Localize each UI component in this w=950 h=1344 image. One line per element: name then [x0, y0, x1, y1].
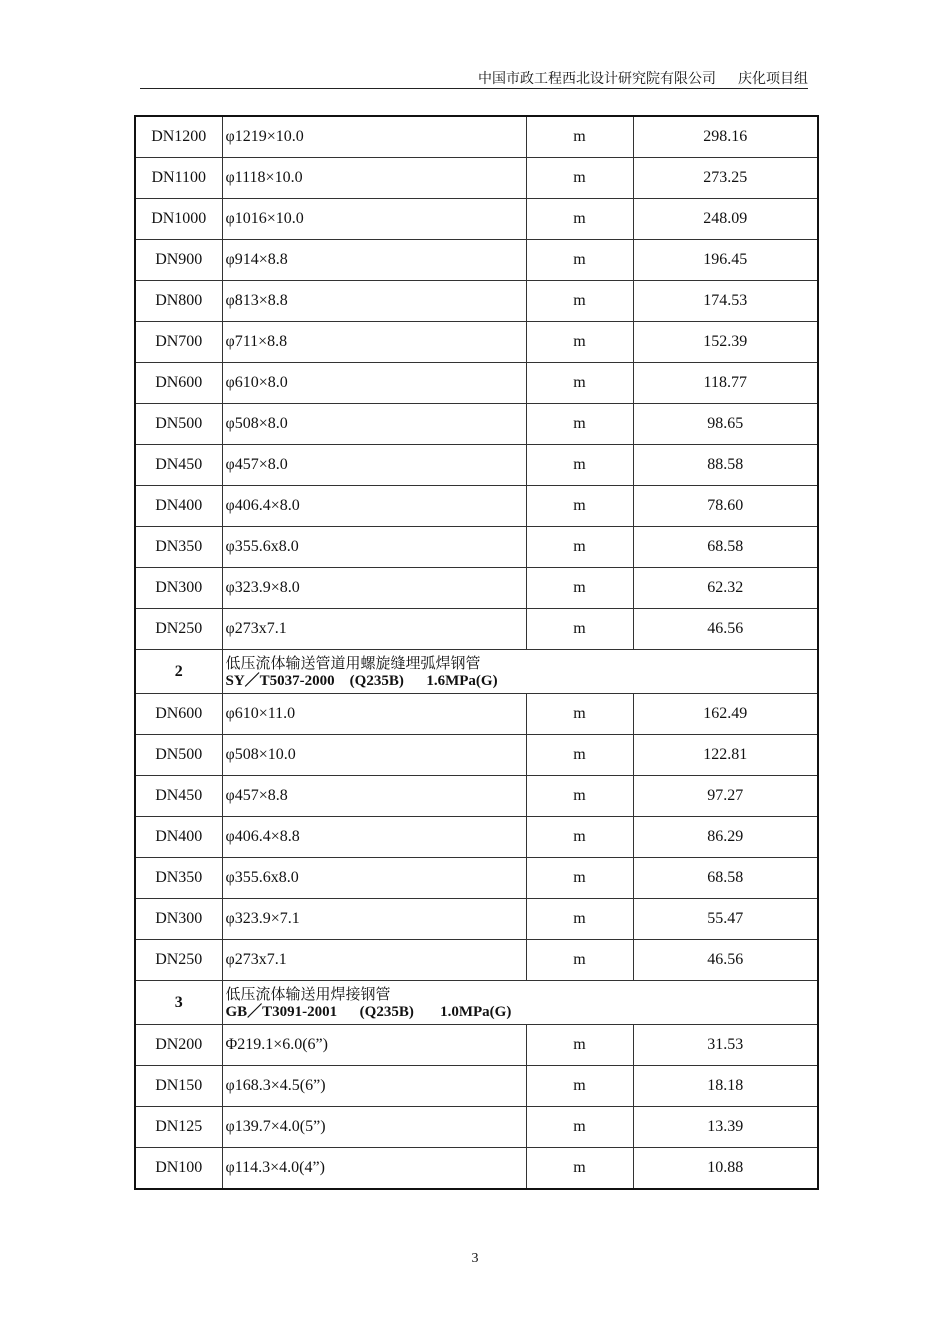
table-row	[135, 404, 818, 445]
unit-cell: m	[526, 1107, 633, 1148]
value-cell: 298.16	[633, 116, 818, 158]
dn-cell: DN450	[135, 445, 222, 486]
dn-cell: DN600	[135, 694, 222, 735]
value-cell: 68.58	[633, 527, 818, 568]
table-row	[135, 527, 818, 568]
group-number: 3	[135, 981, 222, 1025]
value-cell: 118.77	[633, 363, 818, 404]
table-row	[135, 199, 818, 240]
group-name: 低压流体输送管道用螺旋缝埋弧焊钢管	[225, 653, 481, 672]
unit-cell: m	[526, 940, 633, 981]
spec-cell: φ457×8.8	[222, 776, 526, 817]
spec-cell: φ406.4×8.0	[222, 486, 526, 527]
spec-cell: φ168.3×4.5(6”)	[222, 1066, 526, 1107]
table-row	[135, 858, 818, 899]
value-cell: 68.58	[633, 858, 818, 899]
unit-cell: m	[526, 322, 633, 363]
spec-cell: φ406.4×8.8	[222, 817, 526, 858]
dn-cell: DN450	[135, 776, 222, 817]
dn-cell: DN500	[135, 735, 222, 776]
spec-cell: Φ219.1×6.0(6”)	[222, 1025, 526, 1066]
unit-cell: m	[526, 240, 633, 281]
spec-cell: φ273x7.1	[222, 609, 526, 650]
table-row	[135, 568, 818, 609]
dn-cell: DN350	[135, 858, 222, 899]
value-cell: 46.56	[633, 609, 818, 650]
value-cell: 13.39	[633, 1107, 818, 1148]
unit-cell: m	[526, 116, 633, 158]
header-project: 庆化项目组	[738, 71, 808, 87]
spec-cell: φ610×11.0	[222, 694, 526, 735]
table-row	[135, 445, 818, 486]
dn-cell: DN400	[135, 486, 222, 527]
page-number: 3	[471, 1251, 479, 1266]
value-cell: 273.25	[633, 158, 818, 199]
spec-cell: φ711×8.8	[222, 322, 526, 363]
unit-cell: m	[526, 527, 633, 568]
table-row	[135, 776, 818, 817]
table-row	[135, 281, 818, 322]
spec-cell: φ114.3×4.0(4”)	[222, 1148, 526, 1190]
table-row	[135, 240, 818, 281]
table-row	[135, 322, 818, 363]
spec-cell: φ457×8.0	[222, 445, 526, 486]
value-cell: 98.65	[633, 404, 818, 445]
dn-cell: DN125	[135, 1107, 222, 1148]
dn-cell: DN1100	[135, 158, 222, 199]
table-row	[135, 1107, 818, 1148]
unit-cell: m	[526, 363, 633, 404]
group-header-row	[135, 650, 818, 694]
spec-cell: φ1219×10.0	[222, 116, 526, 158]
dn-cell: DN1200	[135, 116, 222, 158]
unit-cell: m	[526, 1025, 633, 1066]
dn-cell: DN800	[135, 281, 222, 322]
dn-cell: DN900	[135, 240, 222, 281]
spec-cell: φ610×8.0	[222, 363, 526, 404]
dn-cell: DN700	[135, 322, 222, 363]
unit-cell: m	[526, 817, 633, 858]
dn-cell: DN400	[135, 817, 222, 858]
spec-cell: φ323.9×8.0	[222, 568, 526, 609]
spec-cell: φ355.6x8.0	[222, 858, 526, 899]
value-cell: 46.56	[633, 940, 818, 981]
table-row	[135, 1066, 818, 1107]
unit-cell: m	[526, 199, 633, 240]
value-cell: 174.53	[633, 281, 818, 322]
spec-cell: φ139.7×4.0(5”)	[222, 1107, 526, 1148]
dn-cell: DN100	[135, 1148, 222, 1190]
value-cell: 88.58	[633, 445, 818, 486]
group-standard: GB／T3091-2001 (Q235B) 1.0MPa(G)	[225, 1003, 512, 1020]
spec-cell: φ1118×10.0	[222, 158, 526, 199]
value-cell: 152.39	[633, 322, 818, 363]
unit-cell: m	[526, 445, 633, 486]
value-cell: 31.53	[633, 1025, 818, 1066]
unit-cell: m	[526, 1148, 633, 1190]
spec-cell: φ323.9×7.1	[222, 899, 526, 940]
spec-cell: φ813×8.8	[222, 281, 526, 322]
group-title-cell	[222, 981, 818, 1025]
value-cell: 196.45	[633, 240, 818, 281]
group-title-cell	[222, 650, 818, 694]
unit-cell: m	[526, 158, 633, 199]
spec-cell: φ508×10.0	[222, 735, 526, 776]
spec-cell: φ273x7.1	[222, 940, 526, 981]
table-row	[135, 486, 818, 527]
unit-cell: m	[526, 1066, 633, 1107]
pipe-weight-table	[134, 115, 819, 1190]
spec-cell: φ914×8.8	[222, 240, 526, 281]
header-org: 中国市政工程西北设计研究院有限公司	[478, 71, 716, 87]
dn-cell: DN500	[135, 404, 222, 445]
value-cell: 97.27	[633, 776, 818, 817]
value-cell: 162.49	[633, 694, 818, 735]
table-row	[135, 158, 818, 199]
unit-cell: m	[526, 568, 633, 609]
value-cell: 10.88	[633, 1148, 818, 1190]
value-cell: 86.29	[633, 817, 818, 858]
dn-cell: DN250	[135, 609, 222, 650]
unit-cell: m	[526, 899, 633, 940]
value-cell: 55.47	[633, 899, 818, 940]
table-row	[135, 899, 818, 940]
value-cell: 78.60	[633, 486, 818, 527]
dn-cell: DN1000	[135, 199, 222, 240]
table-row	[135, 1148, 818, 1190]
unit-cell: m	[526, 776, 633, 817]
value-cell: 18.18	[633, 1066, 818, 1107]
unit-cell: m	[526, 404, 633, 445]
table-row	[135, 817, 818, 858]
spec-cell: φ1016×10.0	[222, 199, 526, 240]
table-row	[135, 609, 818, 650]
value-cell: 62.32	[633, 568, 818, 609]
unit-cell: m	[526, 281, 633, 322]
table-row	[135, 735, 818, 776]
unit-cell: m	[526, 735, 633, 776]
unit-cell: m	[526, 486, 633, 527]
dn-cell: DN300	[135, 568, 222, 609]
unit-cell: m	[526, 694, 633, 735]
table-row	[135, 116, 818, 158]
table-row	[135, 1025, 818, 1066]
dn-cell: DN250	[135, 940, 222, 981]
dn-cell: DN150	[135, 1066, 222, 1107]
table-row	[135, 694, 818, 735]
group-number: 2	[135, 650, 222, 694]
group-standard: SY／T5037-2000 (Q235B) 1.6MPa(G)	[225, 672, 498, 689]
table-row	[135, 363, 818, 404]
unit-cell: m	[526, 858, 633, 899]
dn-cell: DN300	[135, 899, 222, 940]
group-name: 低压流体输送用焊接钢管	[225, 984, 391, 1003]
unit-cell: m	[526, 609, 633, 650]
page-header	[140, 70, 808, 89]
group-header-row	[135, 981, 818, 1025]
pipe-table-body	[135, 116, 818, 1189]
dn-cell: DN200	[135, 1025, 222, 1066]
value-cell: 122.81	[633, 735, 818, 776]
spec-cell: φ355.6x8.0	[222, 527, 526, 568]
dn-cell: DN600	[135, 363, 222, 404]
value-cell: 248.09	[633, 199, 818, 240]
spec-cell: φ508×8.0	[222, 404, 526, 445]
table-row	[135, 940, 818, 981]
dn-cell: DN350	[135, 527, 222, 568]
